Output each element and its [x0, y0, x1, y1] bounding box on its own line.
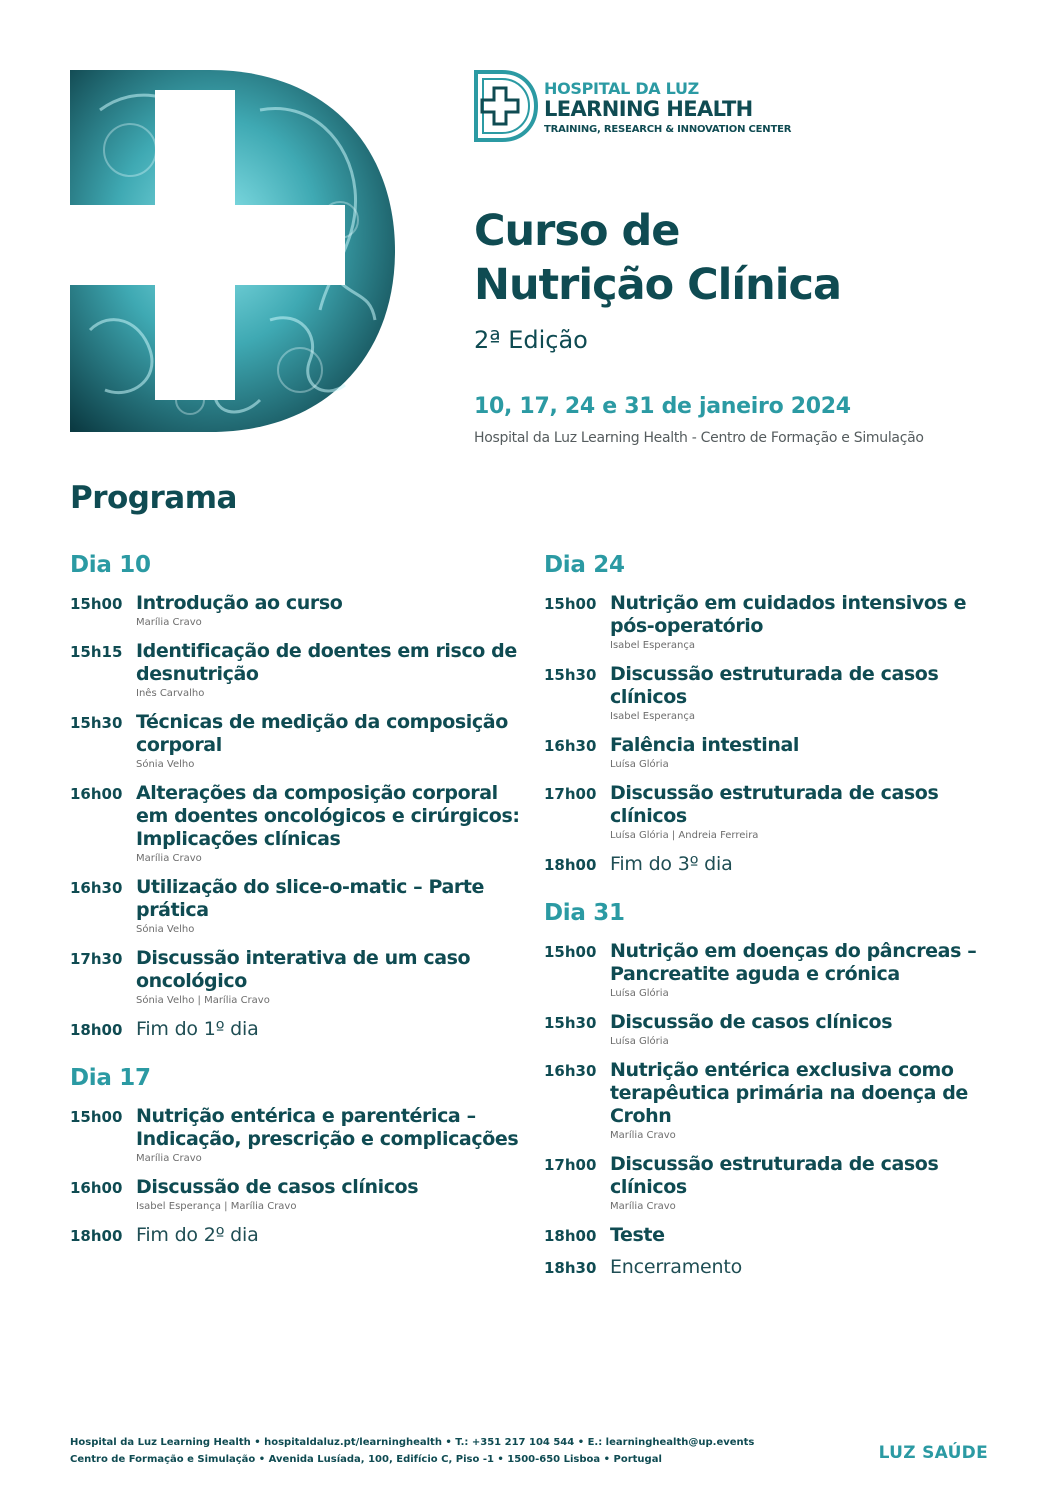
session-time: 18h00 [70, 1021, 123, 1039]
session-title: Identificação de doentes em risco de desnutrição [136, 640, 517, 685]
session-speaker: Marília Cravo [610, 1201, 676, 1212]
day-block [544, 896, 1004, 1279]
session-body [136, 947, 525, 1009]
program-column-right [544, 548, 1004, 1299]
session-row [70, 592, 525, 631]
session-body [136, 711, 525, 773]
session-row [70, 876, 525, 938]
session-time: 15h00 [70, 1108, 123, 1126]
day-heading: Dia 10 [70, 552, 151, 578]
session-row [70, 1105, 525, 1167]
session-time: 16h30 [544, 1062, 597, 1080]
session-row [544, 1011, 1004, 1050]
session-time: 18h00 [544, 1227, 597, 1245]
session-title: Discussão de casos clínicos [136, 1176, 419, 1198]
session-speaker: Sónia Velho [136, 924, 195, 935]
session-title: Discussão interativa de um caso oncológico [136, 947, 471, 992]
session-title: Falência intestinal [610, 734, 799, 756]
session-time: 15h00 [544, 595, 597, 613]
session-time: 16h30 [544, 737, 597, 755]
session-title: Teste [610, 1224, 665, 1246]
course-venue: Hospital da Luz Learning Health - Centro de Formação e Simulação [474, 430, 924, 446]
session-row [70, 1224, 525, 1247]
session-speaker: Luísa Glória [610, 988, 669, 999]
session-body [610, 940, 1004, 1002]
session-body [136, 1105, 525, 1167]
session-time: 16h30 [70, 879, 123, 897]
session-body [610, 1153, 1004, 1215]
session-title: Discussão de casos clínicos [610, 1011, 893, 1033]
session-body [136, 1018, 525, 1041]
day-heading: Dia 24 [544, 552, 625, 578]
session-title: Fim do 2º dia [136, 1224, 259, 1246]
session-time: 17h00 [544, 785, 597, 803]
session-body [610, 592, 1004, 654]
day-block [70, 1061, 525, 1247]
session-row [70, 1018, 525, 1041]
brand-logo: LUZ SAÚDE [878, 1443, 988, 1463]
session-row [70, 1176, 525, 1215]
session-speaker: Isabel Esperança [610, 711, 695, 722]
session-body [610, 1224, 1004, 1247]
session-body [610, 663, 1004, 725]
session-title: Utilização do slice-o-matic – Parte prática [136, 876, 485, 921]
session-body [136, 640, 525, 702]
session-time: 18h30 [544, 1259, 597, 1277]
session-title: Discussão estruturada de casos clínicos [610, 782, 939, 827]
session-title: Discussão estruturada de casos clínicos [610, 1153, 939, 1198]
logo-line2: LEARNING HEALTH [544, 97, 753, 121]
title-line2: Nutrição Clínica [474, 260, 842, 310]
session-time: 18h00 [544, 856, 597, 874]
day-block [544, 548, 1004, 876]
session-body [136, 1224, 525, 1247]
program-column-left [70, 548, 525, 1267]
session-row [70, 782, 525, 867]
session-title: Introdução ao curso [136, 592, 343, 614]
title-line1: Curso de [474, 206, 680, 256]
session-title: Técnicas de medição da composição corporal [136, 711, 508, 756]
hero-d-cross-graphic [70, 70, 395, 432]
session-title: Encerramento [610, 1256, 743, 1278]
session-title: Nutrição entérica e parentérica – Indicação, prescrição e complicações [136, 1105, 519, 1150]
session-body [136, 876, 525, 938]
session-row [544, 1059, 1004, 1144]
session-body [610, 1059, 1004, 1144]
session-title: Discussão estruturada de casos clínicos [610, 663, 939, 708]
session-time: 15h15 [70, 643, 123, 661]
session-title: Nutrição em doenças do pâncreas – Pancreatite aguda e crónica [610, 940, 977, 985]
session-time: 16h00 [70, 1179, 123, 1197]
session-body [136, 592, 525, 631]
course-title [474, 204, 841, 312]
session-speaker: Sónia Velho [136, 759, 195, 770]
session-body [610, 1011, 1004, 1050]
session-speaker: Luísa Glória | Andreia Ferreira [610, 830, 759, 841]
course-dates: 10, 17, 24 e 31 de janeiro 2024 [474, 394, 851, 419]
session-row [544, 853, 1004, 876]
session-body [610, 782, 1004, 844]
session-time: 17h00 [544, 1156, 597, 1174]
day-block [70, 548, 525, 1041]
day-heading: Dia 17 [70, 1065, 151, 1091]
session-row [544, 1256, 1004, 1279]
session-speaker: Marília Cravo [136, 617, 202, 628]
session-row [544, 734, 1004, 773]
hospital-logo [474, 70, 804, 144]
session-row [70, 711, 525, 773]
session-time: 17h30 [70, 950, 123, 968]
session-speaker: Marília Cravo [136, 1153, 202, 1164]
program-heading: Programa [70, 480, 237, 516]
session-body [136, 1176, 525, 1215]
footer-line1: Hospital da Luz Learning Health • hospitaldaluz.pt/learninghealth • T.: +351 217 104 544 • E.: learninghealth@up.events [70, 1437, 755, 1448]
session-time: 15h30 [544, 1014, 597, 1032]
day-heading: Dia 31 [544, 900, 625, 926]
footer-contact [70, 1434, 754, 1468]
session-body [610, 853, 1004, 876]
logo-mark-icon [474, 70, 538, 142]
session-speaker: Isabel Esperança [610, 640, 695, 651]
session-speaker: Inês Carvalho [136, 688, 205, 699]
logo-line1: HOSPITAL DA LUZ [544, 79, 699, 98]
session-speaker: Marília Cravo [610, 1130, 676, 1141]
session-row [544, 663, 1004, 725]
session-row [544, 940, 1004, 1002]
session-body [610, 734, 1004, 773]
session-body [136, 782, 525, 867]
session-speaker: Luísa Glória [610, 1036, 669, 1047]
logo-tagline: TRAINING, RESEARCH & INNOVATION CENTER [544, 124, 792, 135]
session-title: Nutrição entérica exclusiva como terapêutica primária na doença de Crohn [610, 1059, 968, 1127]
session-time: 15h00 [70, 595, 123, 613]
session-title: Fim do 3º dia [610, 853, 733, 875]
session-title: Alterações da composição corporal em doentes oncológicos e cirúrgicos: Implicações clínicas [136, 782, 520, 850]
session-time: 18h00 [70, 1227, 123, 1245]
session-row [70, 947, 525, 1009]
edition-label: 2ª Edição [474, 326, 588, 354]
session-time: 15h00 [544, 943, 597, 961]
session-row [70, 640, 525, 702]
session-speaker: Isabel Esperança | Marília Cravo [136, 1201, 297, 1212]
session-body [610, 1256, 1004, 1279]
session-time: 15h30 [544, 666, 597, 684]
session-speaker: Marília Cravo [136, 853, 202, 864]
session-speaker: Luísa Glória [610, 759, 669, 770]
session-time: 16h00 [70, 785, 123, 803]
session-row [544, 592, 1004, 654]
session-title: Fim do 1º dia [136, 1018, 259, 1040]
session-speaker: Sónia Velho | Marília Cravo [136, 995, 270, 1006]
session-row [544, 1153, 1004, 1215]
session-row [544, 782, 1004, 844]
session-row [544, 1224, 1004, 1247]
session-time: 15h30 [70, 714, 123, 732]
footer-line2: Centro de Formação e Simulação • Avenida Lusíada, 100, Edifício C, Piso -1 • 1500-650 Lisboa • Portugal [70, 1454, 662, 1465]
session-title: Nutrição em cuidados intensivos e pós-operatório [610, 592, 967, 637]
